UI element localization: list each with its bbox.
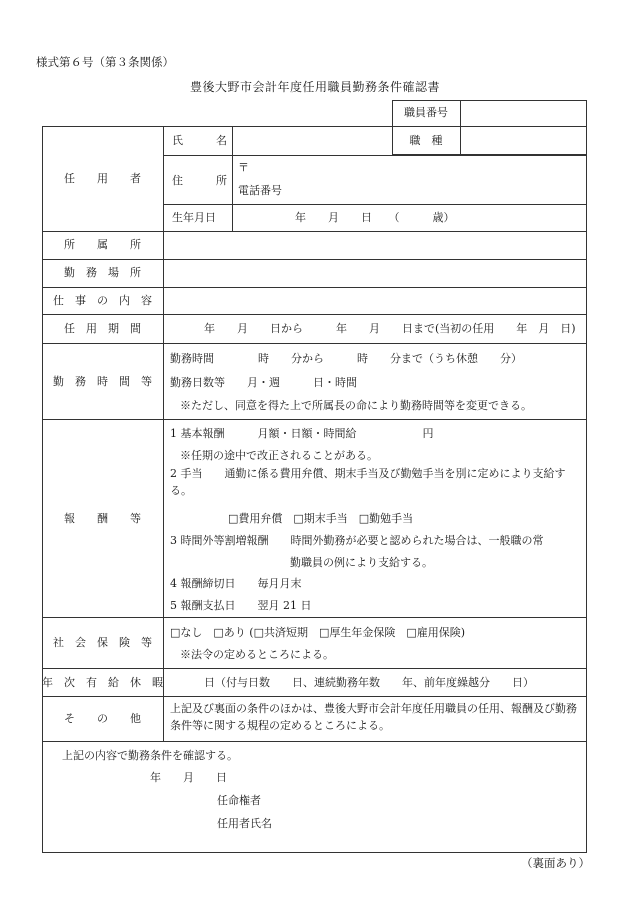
pay-item-1: 1 基本報酬 月額・日額・時間給 円 [170, 427, 434, 440]
pay-item-3: 3 時間外等割増報酬 時間外勤務が必要と認められた場合は、一般職の常 [170, 534, 544, 547]
employee-no-label: 職員番号 [404, 106, 448, 119]
leave-text: 日（付与日数 日、連続勤務年数 年、前年度繰越分 日） [204, 676, 534, 689]
job-type-label: 職 種 [409, 134, 443, 147]
reverse-side-note: （裏面あり） [521, 856, 590, 870]
postal-mark: 〒 [238, 161, 249, 174]
other-label: そ の 他 [64, 712, 141, 725]
name-label: 氏 名 [172, 134, 227, 147]
pay-item-4: 4 報酬締切日 毎月月末 [170, 577, 302, 590]
pay-item-2-options: □費用弁償 □期末手当 □勤勉手当 [228, 512, 414, 525]
pay-item-3-cont: 勤職員の例により支給する。 [290, 556, 433, 569]
appointee-name-label: 任用者氏名 [217, 817, 272, 830]
birth-label: 生年月日 [172, 211, 216, 224]
confirm-text: 上記の内容で勤務条件を確認する。 [62, 749, 238, 762]
appointee-label: 任 用 者 [64, 172, 141, 185]
job-content-label: 仕 事 の 内 容 [53, 294, 152, 307]
hours-line-2: 勤務日数等 月・週 日・時間 [170, 376, 357, 389]
phone-label: 電話番号 [238, 184, 282, 197]
confirm-date: 年 月 日 [150, 771, 227, 784]
hours-line-1: 勤務時間 時 分から 時 分まで（うち休憩 分） [170, 352, 522, 365]
insurance-options: □なし □あり (□共済短期 □厚生年金保険 □雇用保険) [170, 626, 466, 639]
insurance-note: ※法令の定めるところによる。 [180, 648, 334, 661]
employee-no-field[interactable] [461, 101, 586, 125]
other-text: 上記及び裏面の条件のほかは、豊後大野市会計年度任用職員の任用、報酬及び勤務条件等に関する規程の定めるところによる。 [170, 702, 577, 732]
birth-date-text: 年 月 日 （ 歳） [295, 211, 455, 224]
period-label: 任 用 期 間 [64, 322, 141, 335]
pay-item-2: 2 手当 通勤に係る費用弁償、期末手当及び勤勉手当を別に定めにより支給する。 [170, 467, 566, 497]
leave-label: 年 次 有 給 休 暇 [42, 676, 163, 689]
form-number: 様式第６号（第３条関係） [36, 55, 174, 69]
affiliation-label: 所 属 所 [64, 238, 141, 251]
hours-note: ※ただし、同意を得た上で所属長の命により勤務時間等を変更できる。 [180, 399, 532, 412]
name-field[interactable] [233, 127, 391, 154]
workplace-label: 勤 務 場 所 [64, 266, 141, 279]
pay-item-1-note: ※任期の途中で改正されることがある。 [180, 449, 378, 462]
appointer-label: 任命権者 [217, 794, 261, 807]
address-label: 住 所 [172, 174, 227, 187]
pay-item-5: 5 報酬支払日 翌月 21 日 [170, 599, 312, 612]
insurance-label: 社 会 保 険 等 [53, 636, 152, 649]
page-title: 豊後大野市会計年度任用職員勤務条件確認書 [189, 80, 440, 94]
affiliation-field[interactable] [164, 232, 586, 258]
pay-label: 報 酬 等 [64, 512, 141, 525]
hours-label: 勤 務 時 間 等 [53, 375, 152, 388]
period-text: 年 月 日から 年 月 日まで(当初の任用 年 月 日) [204, 322, 576, 335]
job-content-field[interactable] [164, 288, 586, 313]
workplace-field[interactable] [164, 260, 586, 286]
